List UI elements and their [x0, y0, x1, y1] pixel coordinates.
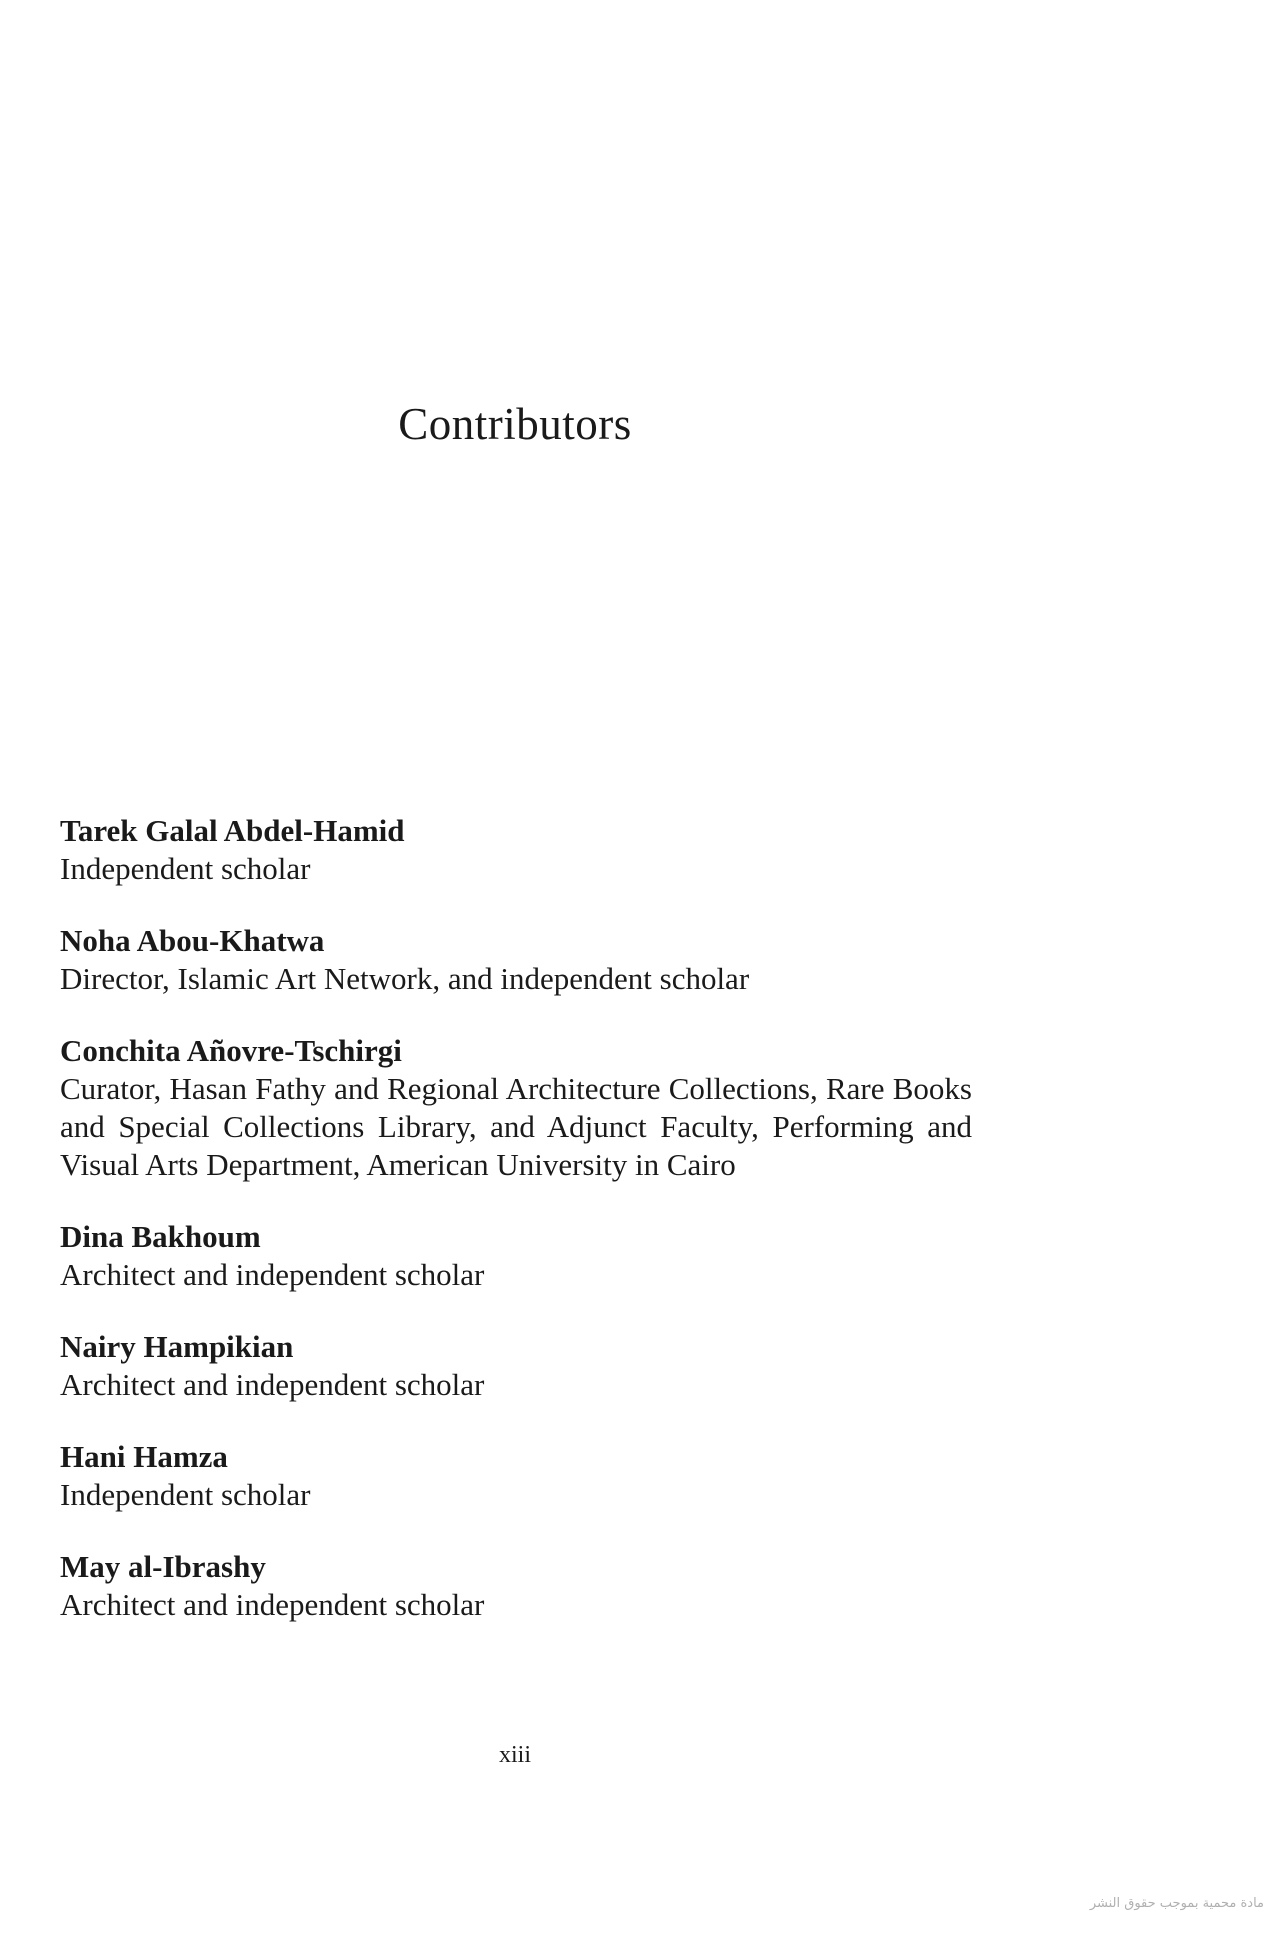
contributor-entry	[60, 1548, 972, 1624]
contributor-name: Dina Bakhoum	[60, 1219, 261, 1254]
page-number: xiii	[498, 1742, 531, 1768]
contributor-affiliation: Curator, Hasan Fathy and Regional Architecture Collections, Rare Books and Special Collections Library, and Adjunct Faculty, Performing and Visual Arts Department, American University in Cairo	[60, 1071, 972, 1182]
contributor-name: Nairy Hampikian	[60, 1329, 294, 1364]
page-title: Contributors	[398, 399, 632, 449]
contributors-list	[60, 812, 972, 1658]
copyright-watermark: مادة محمية بموجب حقوق النشر	[1089, 1896, 1264, 1911]
contributor-entry	[60, 812, 972, 888]
contributor-affiliation: Director, Islamic Art Network, and independent scholar	[60, 961, 750, 996]
contributor-entry	[60, 1328, 972, 1404]
contributor-entry	[60, 1438, 972, 1514]
contributor-affiliation: Architect and independent scholar	[60, 1367, 485, 1402]
contributor-affiliation: Independent scholar	[60, 1477, 311, 1512]
contributor-name: May al-Ibrashy	[60, 1549, 266, 1584]
contributor-name: Noha Abou-Khatwa	[60, 923, 325, 958]
contributor-entry	[60, 1218, 972, 1294]
contributor-name: Conchita Añovre-Tschirgi	[60, 1033, 402, 1068]
contributor-affiliation: Independent scholar	[60, 851, 311, 886]
contributor-name: Tarek Galal Abdel-Hamid	[60, 813, 405, 848]
contributor-affiliation: Architect and independent scholar	[60, 1257, 485, 1292]
contributor-name: Hani Hamza	[60, 1439, 228, 1474]
contributor-entry	[60, 1032, 972, 1184]
contributor-affiliation: Architect and independent scholar	[60, 1587, 485, 1622]
contributor-entry	[60, 922, 972, 998]
